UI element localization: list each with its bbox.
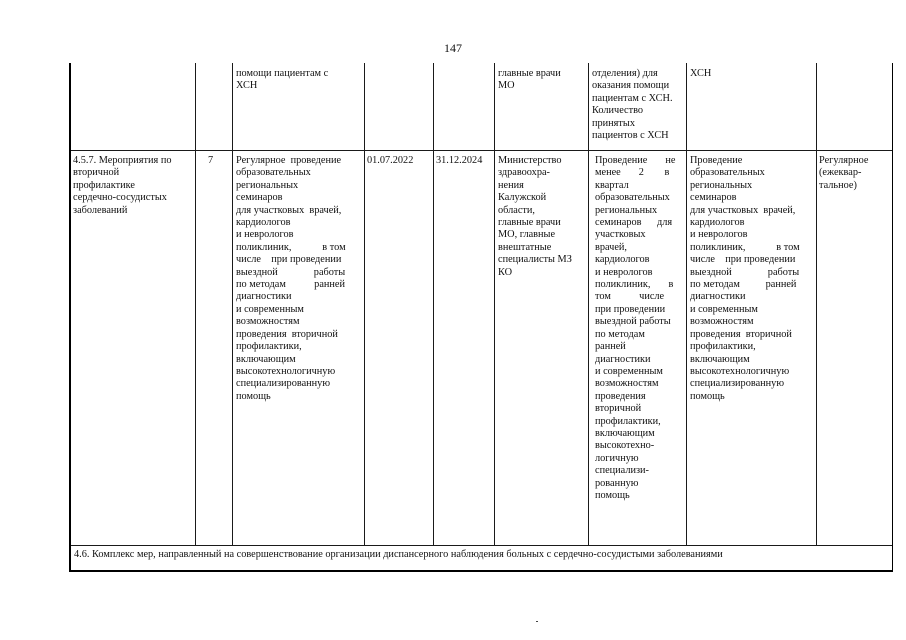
table-left-border (69, 63, 71, 572)
row-result: Проведение образовательных региональных семинаров для участковых врачей, кардиологов и неврологов поликлиник, в том числе при проведении выездной работы по методам ранней диагностики и современным возможностям проведения вторичной профилактики, включающим высокотехнологичную специализированную помощь (690, 155, 800, 402)
col-divider-6 (588, 63, 589, 545)
page-number: 147 (444, 41, 462, 55)
row-divider-middle (69, 545, 893, 546)
col-divider-4 (433, 63, 434, 545)
col-divider-3 (364, 63, 365, 545)
table-bottom-border (69, 570, 893, 572)
section-heading: 4.6. Комплекс мер, направленный на совершенствование организации диспансерного наблюдения больных с сердечно-сосудистыми заболеваниями (74, 549, 723, 560)
col-divider-8 (816, 63, 817, 545)
row-frequency: Регулярное (ежеквар- тальное) (819, 155, 869, 191)
carryover-executors: главные врачи МО (498, 68, 561, 92)
row-executors: Министерство здравоохра- нения Калужской области, главные врачи МО, главные внештатные специалисты МЗ КО (498, 155, 572, 278)
carryover-event-text: помощи пациентам с ХСН (236, 68, 329, 92)
scan-speck (536, 621, 538, 622)
carryover-result: ХСН (690, 68, 712, 79)
col-divider-5 (494, 63, 495, 545)
row-col-seven: 7 (208, 155, 214, 166)
col-divider-2 (232, 63, 233, 545)
row-end-date: 31.12.2024 (436, 155, 483, 166)
carryover-indicator: отделения) для оказания помощи пациентам с ХСН. Количество принятых пациентов с ХСН (592, 68, 673, 142)
row-event-text: Регулярное проведение образовательных региональных семинаров для участковых врачей, кардиологов и неврологов поликлиник, в том числе при проведении выездной работы по методам ранней диагностики и современным возможностям проведения вторичной профилактики, включающим высокотехнологичную специализированную помощь (236, 155, 346, 402)
row-indicator: Проведение не менее 2 в квартал образовательных региональных семинаров для участковых врачей, кардиологов и неврологов поликлиник, в том числе при проведении выездной работы по методам ранней диагностики и современным возможностям проведения вторичной профилактики, включающим высокотехно- логичную специализи- рованную помощь (595, 155, 676, 501)
col-divider-1 (195, 63, 196, 545)
col-divider-7 (686, 63, 687, 545)
row-divider-top (69, 150, 893, 151)
row-number-title: 4.5.7. Мероприятия по вторичной профилактике сердечно-сосудистых заболеваний (73, 155, 172, 216)
table-right-border (892, 63, 893, 572)
row-start-date: 01.07.2022 (367, 155, 414, 166)
